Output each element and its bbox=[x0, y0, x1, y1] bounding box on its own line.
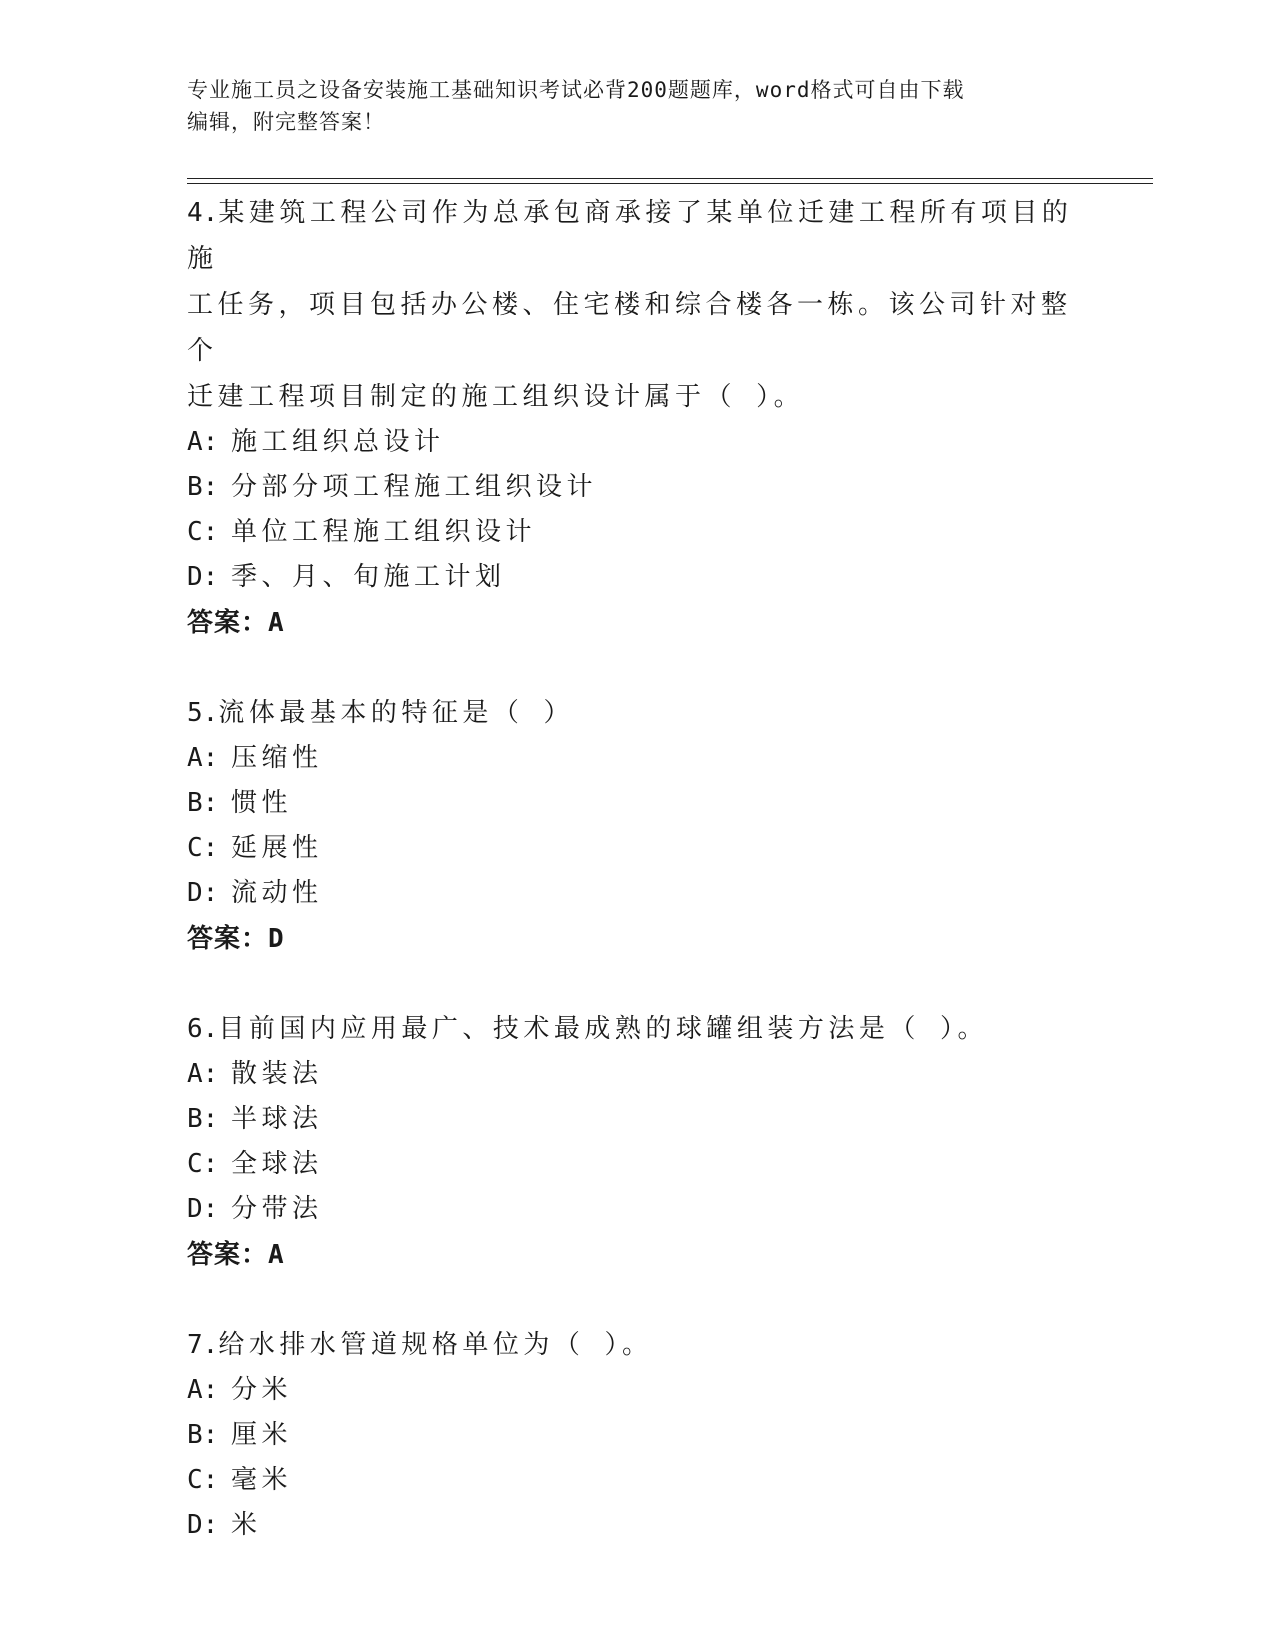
header-divider-top bbox=[187, 178, 1153, 179]
option-key: A: bbox=[187, 1059, 219, 1089]
question-stem-line: 流体最基本的特征是（ ） bbox=[218, 698, 574, 728]
option-text: 半球法 bbox=[231, 1104, 323, 1134]
answer-line: 答案：A bbox=[187, 608, 285, 638]
option-key: D: bbox=[187, 1510, 219, 1540]
option-d bbox=[187, 1503, 1087, 1548]
option-text: 厘米 bbox=[231, 1420, 293, 1450]
option-key: C: bbox=[187, 517, 219, 547]
option-key: D: bbox=[187, 878, 219, 908]
option-text: 惯性 bbox=[231, 788, 293, 818]
option-key: B: bbox=[187, 1420, 219, 1450]
option-b bbox=[187, 465, 1087, 510]
option-text: 分带法 bbox=[231, 1194, 323, 1224]
option-b bbox=[187, 1413, 1087, 1458]
question-stem-line: 迁建工程项目制定的施工组织设计属于（ ）。 bbox=[187, 382, 805, 412]
question-stem bbox=[187, 690, 1087, 736]
option-c bbox=[187, 1142, 1087, 1187]
option-key: C: bbox=[187, 833, 219, 863]
header-divider-bottom bbox=[187, 183, 1153, 184]
option-text: 延展性 bbox=[231, 833, 323, 863]
question-stem-line: 给水排水管道规格单位为（ ）。 bbox=[218, 1330, 653, 1360]
option-a bbox=[187, 1368, 1087, 1413]
document-header bbox=[187, 74, 1087, 138]
option-a bbox=[187, 420, 1087, 465]
option-a bbox=[187, 1052, 1087, 1097]
option-text: 施工组织总设计 bbox=[231, 427, 445, 457]
option-key: B: bbox=[187, 1104, 219, 1134]
question-stem bbox=[187, 1006, 1087, 1052]
option-text: 毫米 bbox=[231, 1465, 293, 1495]
option-text: 米 bbox=[231, 1510, 262, 1540]
option-key: C: bbox=[187, 1465, 219, 1495]
option-key: A: bbox=[187, 1375, 219, 1405]
option-b bbox=[187, 1097, 1087, 1142]
header-title-line-2: 编辑，附完整答案！ bbox=[187, 110, 385, 134]
option-c bbox=[187, 826, 1087, 871]
option-c bbox=[187, 510, 1087, 555]
question-6 bbox=[187, 1006, 1087, 1278]
option-text: 流动性 bbox=[231, 878, 323, 908]
option-d bbox=[187, 1187, 1087, 1232]
option-d bbox=[187, 555, 1087, 600]
option-c bbox=[187, 1458, 1087, 1503]
option-text: 季、月、旬施工计划 bbox=[231, 562, 506, 592]
option-b bbox=[187, 781, 1087, 826]
option-text: 散装法 bbox=[231, 1059, 323, 1089]
question-7 bbox=[187, 1322, 1087, 1548]
question-4 bbox=[187, 190, 1087, 646]
question-number: 6. bbox=[187, 1014, 219, 1044]
option-key: D: bbox=[187, 1194, 219, 1224]
option-key: A: bbox=[187, 427, 219, 457]
question-number: 5. bbox=[187, 698, 219, 728]
option-text: 单位工程施工组织设计 bbox=[231, 517, 537, 547]
question-stem bbox=[187, 190, 1087, 282]
answer-line: 答案：D bbox=[187, 924, 285, 954]
option-text: 压缩性 bbox=[231, 743, 323, 773]
option-key: B: bbox=[187, 472, 219, 502]
option-text: 分米 bbox=[231, 1375, 293, 1405]
question-stem-line: 目前国内应用最广、技术最成熟的球罐组装方法是（ ）。 bbox=[218, 1014, 988, 1044]
option-key: B: bbox=[187, 788, 219, 818]
question-stem-line: 某建筑工程公司作为总承包商承接了某单位迁建工程所有项目的施 bbox=[187, 198, 1073, 274]
question-stem-line: 工任务，项目包括办公楼、住宅楼和综合楼各一栋。该公司针对整个 bbox=[187, 290, 1072, 366]
option-d bbox=[187, 871, 1087, 916]
option-key: C: bbox=[187, 1149, 219, 1179]
header-title-line-1: 专业施工员之设备安装施工基础知识考试必背200题题库，word格式可自由下载 bbox=[187, 78, 965, 102]
question-number: 4. bbox=[187, 198, 219, 228]
option-a bbox=[187, 736, 1087, 781]
option-text: 分部分项工程施工组织设计 bbox=[231, 472, 598, 502]
question-list bbox=[187, 190, 1087, 1592]
option-key: A: bbox=[187, 743, 219, 773]
option-key: D: bbox=[187, 562, 219, 592]
question-stem bbox=[187, 1322, 1087, 1368]
question-number: 7. bbox=[187, 1330, 219, 1360]
question-5 bbox=[187, 690, 1087, 962]
option-text: 全球法 bbox=[231, 1149, 323, 1179]
answer-line: 答案：A bbox=[187, 1240, 285, 1270]
